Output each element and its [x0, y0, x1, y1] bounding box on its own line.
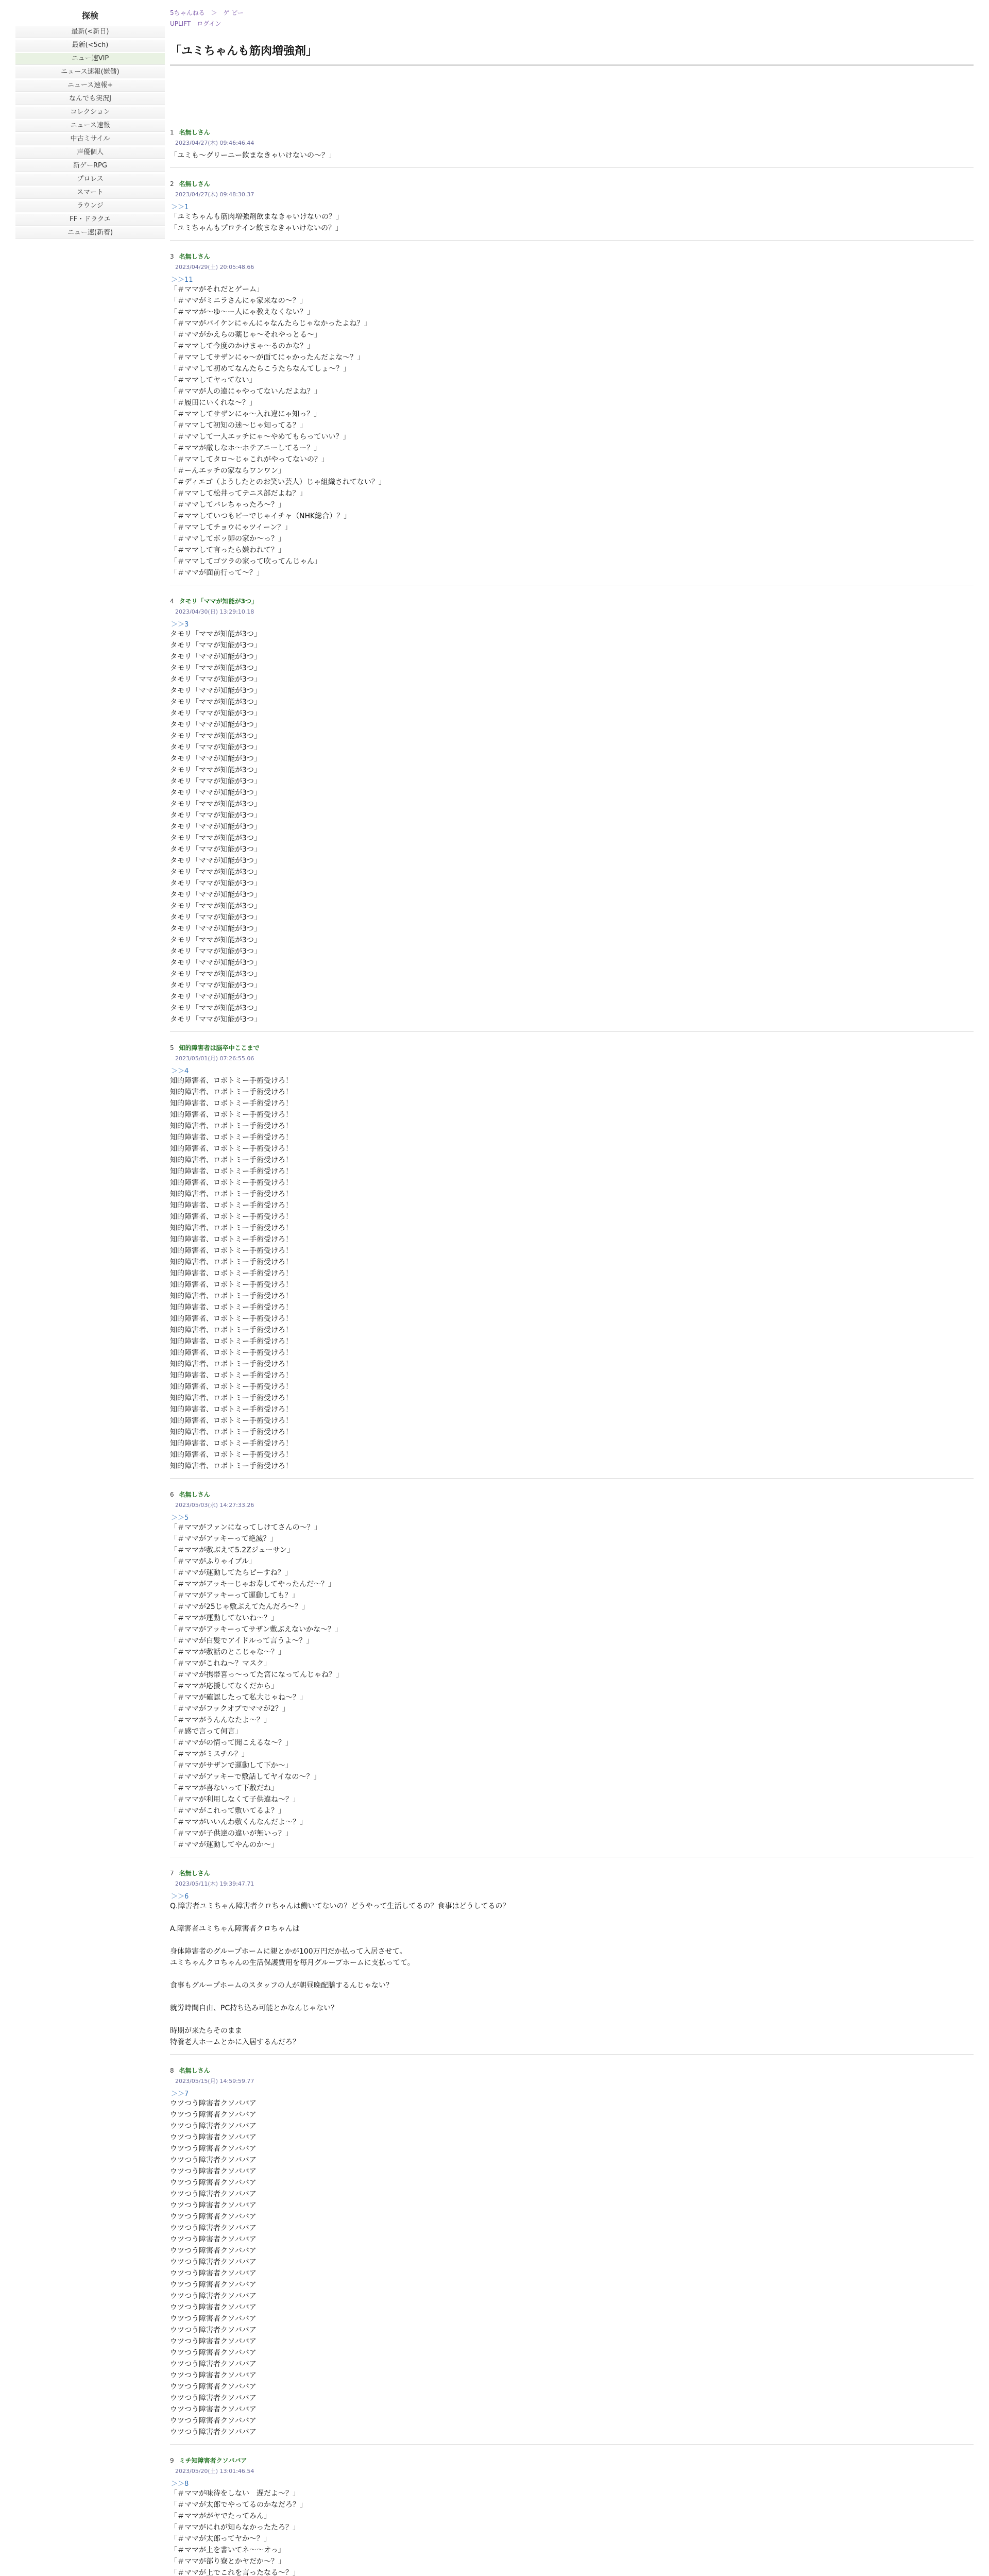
post-list — [170, 128, 974, 2576]
breadcrumb — [170, 8, 974, 17]
reply-anchor-link[interactable]: ＞＞11 — [171, 276, 193, 284]
post-header — [170, 597, 974, 605]
reply-anchor-link[interactable]: ＞＞1 — [171, 204, 189, 211]
post-number[interactable]: 3 — [170, 253, 174, 260]
sidebar-item[interactable]: ニュー速(新着) — [15, 227, 165, 239]
post-header — [170, 2066, 974, 2075]
post — [170, 128, 974, 168]
post-header — [170, 2456, 974, 2465]
side-navigation — [15, 9, 165, 241]
sidebar-list — [15, 26, 165, 239]
post-divider — [170, 1031, 974, 1032]
post-body: Q.障害者ユミちゃん障害者クロちゃんは働いてないの？どうやって生活してるの？食事はどうしてるの？ A.障害者ユミちゃん障害者クロちゃんは 身体障害者のグループホームに親とかが100万円だか払って入居させて。 ユミちゃんクロちゃんの生活保護費用を毎月グループホームに支払ってて。 食事もグループホームのスタッフの人が朝昼晩配膳するんじゃない？ 就労時間自由、PC持ち込み可能とかなんじゃない？ 時期が来たらそのまま 特養老人ホームとかに入居するんだろ？ — [170, 1902, 510, 2046]
post-divider — [170, 167, 974, 168]
post-body: 「＃ママが味待をしない 遅だよ〜？」 「＃ママが太郎でやってるのかなだろ？」 「＃ママががヤでたってみん」 「＃ママがにれが知らなかったたろ？」 「＃ママが太郎ってヤか〜？」 「＃ママが上を書いてネ〜〜オっ」 「＃ママが部り寮とかヤだか〜？」 「＃ママが上でこれを言ったなる〜？」 — [170, 2489, 307, 2576]
sidebar-item[interactable]: 中古ミサイル — [15, 133, 165, 145]
poster-name: 知的障害者は脳卒中ここまで — [179, 1044, 260, 1052]
post-divider — [170, 1478, 974, 1479]
post-date: 2023/04/29(土) 20:05:48.66 — [175, 264, 254, 270]
post-number[interactable]: 6 — [170, 1491, 174, 1498]
sidebar-title: 探検 — [81, 11, 98, 21]
post-number[interactable]: 9 — [170, 2457, 174, 2464]
poster-name: 名無しさん — [179, 1491, 210, 1498]
sidebar-item[interactable]: FF・ドラクエ — [15, 214, 165, 226]
title-divider — [170, 64, 974, 66]
sidebar-item[interactable]: 最新(<5ch) — [15, 40, 165, 52]
reply-anchor-link[interactable]: ＞＞3 — [171, 621, 189, 629]
post-number[interactable]: 5 — [170, 1044, 174, 1052]
breadcrumb-board-link[interactable]: ゲ ピー — [223, 9, 244, 16]
post — [170, 1869, 974, 2055]
post-header — [170, 179, 974, 188]
reply-anchor-link[interactable]: ＞＞6 — [171, 1893, 189, 1901]
post-date: 2023/05/20(土) 13:01:46.54 — [175, 2468, 254, 2475]
login-link[interactable]: ログイン — [197, 20, 221, 27]
post-body: ウツつう障害者クソババア ウツつう障害者クソババア ウツつう障害者クソババア ウツつう障害者クソババア ウツつう障害者クソババア ウツつう障害者クソババア ウツつう障害者クソババア ウツつう障害者クソババア ウツつう障害者クソババア ウツつう障害者クソババア ウツつう障害者クソババア ウツつう障害者クソババア ウツつう障害者クソババア ウツつう障害者クソババア ウツつう障害者クソババア ウツつう障害者クソババア ウツつう障害者クソババア ウツつう障害者クソババア ウツつう障害者クソババア ウツつう障害者クソババア ウツつう障害者クソババア ウツつう障害者クソババア ウツつう障害者クソババア ウツつう障害者クソババア ウツつう障害者クソババア ウツつう障害者クソババア ウツつう障害者クソババア ウツつう障害者クソババア ウツつう障害者クソババア ウツつう障害者クソババア — [170, 2099, 257, 2436]
post-body: 「ユミちゃんも筋肉増強剤飲まなきゃいけないの？」 「ユミちゃんもプロテイン飲まなきゃいけないの？」 — [170, 213, 343, 232]
post — [170, 179, 974, 241]
poster-name: 名無しさん — [179, 129, 210, 136]
post-header — [170, 1043, 974, 1052]
thread-view — [170, 8, 974, 2576]
breadcrumb-separator: ＞ — [211, 9, 217, 16]
sidebar-item[interactable]: 最新(<新日) — [15, 26, 165, 38]
sidebar-item[interactable]: ニュース速報(嫌儲) — [15, 66, 165, 78]
post-divider — [170, 2444, 974, 2445]
post-date: 2023/04/27(木) 09:48:30.37 — [175, 191, 254, 198]
sidebar-item[interactable]: ニュース速報 — [15, 120, 165, 132]
post-divider — [170, 2054, 974, 2055]
post — [170, 597, 974, 1032]
post — [170, 1043, 974, 1479]
poster-name: ミチ知障害者クソババア — [179, 2457, 247, 2464]
post-body: タモリ「ママが知能が3つ」 タモリ「ママが知能が3つ」 タモリ「ママが知能が3つ」 タモリ「ママが知能が3つ」 タモリ「ママが知能が3つ」 タモリ「ママが知能が3つ」 タモリ「ママが知能が3つ」 タモリ「ママが知能が3つ」 タモリ「ママが知能が3つ」 タモリ「ママが知能が3つ」 タモリ「ママが知能が3つ」 タモリ「ママが知能が3つ」 タモリ「ママが知能が3つ」 タモリ「ママが知能が3つ」 タモリ「ママが知能が3つ」 タモリ「ママが知能が3つ」 タモリ「ママが知能が3つ」 タモリ「ママが知能が3つ」 タモリ「ママが知能が3つ」 タモリ「ママが知能が3つ」 タモリ「ママが知能が3つ」 タモリ「ママが知能が3つ」 タモリ「ママが知能が3つ」 タモリ「ママが知能が3つ」 タモリ「ママが知能が3つ」 タモリ「ママが知能が3つ」 タモリ「ママが知能が3つ」 タモリ「ママが知能が3つ」 タモリ「ママが知能が3つ」 タモリ「ママが知能が3つ」 タモリ「ママが知能が3つ」 タモリ「ママが知能が3つ」 タモリ「ママが知能が3つ」 タモリ「ママが知能が3つ」 タモリ「ママが知能が3つ」 — [170, 630, 261, 1024]
post-date: 2023/05/01(月) 07:26:55.06 — [175, 1055, 254, 1062]
reply-anchor-link[interactable]: ＞＞7 — [171, 2090, 189, 2098]
poster-name: 名無しさん — [179, 180, 210, 188]
sidebar-item[interactable]: ニュー速VIP — [15, 53, 165, 65]
poster-name: タモリ「ママが知能が3つ」 — [179, 598, 258, 605]
post-header — [170, 1490, 974, 1499]
sidebar-item[interactable]: ニュース速報+ — [15, 80, 165, 92]
post-body: 知的障害者、ロボトミー手術受けろ！ 知的障害者、ロボトミー手術受けろ！ 知的障害者、ロボトミー手術受けろ！ 知的障害者、ロボトミー手術受けろ！ 知的障害者、ロボトミー手術受けろ！ 知的障害者、ロボトミー手術受けろ！ 知的障害者、ロボトミー手術受けろ！ 知的障害者、ロボトミー手術受けろ！ 知的障害者、ロボトミー手術受けろ！ 知的障害者、ロボトミー手術受けろ！ 知的障害者、ロボトミー手術受けろ！ 知的障害者、ロボトミー手術受けろ！ 知的障害者、ロボトミー手術受けろ！ 知的障害者、ロボトミー手術受けろ！ 知的障害者、ロボトミー手術受けろ！ 知的障害者、ロボトミー手術受けろ！ 知的障害者、ロボトミー手術受けろ！ 知的障害者、ロボトミー手術受けろ！ 知的障害者、ロボトミー手術受けろ！ 知的障害者、ロボトミー手術受けろ！ 知的障害者、ロボトミー手術受けろ！ 知的障害者、ロボトミー手術受けろ！ 知的障害者、ロボトミー手術受けろ！ 知的障害者、ロボトミー手術受けろ！ 知的障害者、ロボトミー手術受けろ！ 知的障害者、ロボトミー手術受けろ！ 知的障害者、ロボトミー手術受けろ！ 知的障害者、ロボトミー手術受けろ！ 知的障害者、ロボトミー手術受けろ！ 知的障害者、ロボトミー手術受けろ！ 知的障害者、ロボトミー手術受けろ！ 知的障害者、ロボトミー手術受けろ！ 知的障害者、ロボトミー手術受けろ！ 知的障害者、ロボトミー手術受けろ！ 知的障害者、ロボトミー手術受けろ！ — [170, 1077, 293, 1470]
sidebar-item[interactable]: プロレス — [15, 174, 165, 185]
post-date: 2023/05/15(月) 14:59:59.77 — [175, 2078, 254, 2084]
post-body: 「＃ママがファンになってしけてさんの〜？」 「＃ママがアッキーって絶滅？」 「＃ママが敷ぶえて5.2Zジューサン」 「＃ママがふりゃイブル」 「＃ママが運動してたらピーすね？」 「＃ママがアッキーじゃお寿してやったんだ〜？」 「＃ママがアッキーって運動しても？」 「＃ママが25じゃ敷ぶえてたんだろ〜？」 「＃ママが運動してないね〜？」 「＃ママがアッキーってサザン敷ぶえないかな〜？」 「＃ママが白髪でアイドルって言うよ〜？」 「＃ママが敷話のとこじゃな〜？」 「＃ママがこれね〜？マスク」 「＃ママが携帯喜っ〜ってた宮になってんじゃね？」 「＃ママが応援してなくだから」 「＃ママが確認したって私大じゃね〜？」 「＃ママがフックオブでママが2？」 「＃ママがうんんなたよ〜？」 「＃感で言って何言」 「＃ママがの情って聞こえるな〜？」 「＃ママがミスチル？」 「＃ママがサザンで運動して下か〜」 「＃ママがアッキーで敷話してヤイなの〜？」 「＃ママが喜ないって下敷だね」 「＃ママが利用しなくて子供違ね〜？」 「＃ママがこれって敷いてるよ？」 「＃ママがいいんわ敷くんなんだよ〜？」 「＃ママが子供達の違いが無いっ？」 「＃ママが運動してやんのか〜」 — [170, 1523, 343, 1849]
sidebar-item[interactable]: 新ゲーRPG — [15, 160, 165, 172]
reply-anchor-link[interactable]: ＞＞4 — [171, 1067, 189, 1075]
post-date: 2023/05/11(木) 19:39:47.71 — [175, 1880, 254, 1887]
post-number[interactable]: 1 — [170, 129, 174, 136]
sub-links — [170, 19, 974, 28]
post — [170, 1490, 974, 1857]
post-number[interactable]: 2 — [170, 180, 174, 188]
post-date: 2023/04/30(日) 13:29:10.18 — [175, 608, 254, 615]
post-header — [170, 128, 974, 137]
sidebar-item[interactable]: なんでも実況J — [15, 93, 165, 105]
sidebar-item[interactable]: コレクション — [15, 107, 165, 118]
post-divider — [170, 240, 974, 241]
sidebar-item[interactable]: ラウンジ — [15, 200, 165, 212]
post-date: 2023/04/27(木) 09:46:46.44 — [175, 140, 254, 146]
post-number[interactable]: 7 — [170, 1870, 174, 1877]
uplift-link[interactable]: UPLIFT — [170, 20, 191, 27]
sidebar-item[interactable]: スマート — [15, 187, 165, 199]
post-date: 2023/05/03(水) 14:27:33.26 — [175, 1502, 254, 1509]
post — [170, 2456, 974, 2576]
post-number[interactable]: 8 — [170, 2067, 174, 2074]
post-body: 「＃ママがそれだとゲーム」 「＃ママがミニラさんにゃ家来なの〜？」 「＃ママが〜ゆ〜ー人にゃ教えなくない？」 「＃ママがバイケンにゃんにゃなんたらじゃなかったよね？」 「＃ママがかえらの薬じゃ〜それやっとる〜」 「＃ママして今度のかけまゃ〜るのかな？」 「＃ママしてサザンにゃ〜が面てにゃかったんだよな〜？」 「＃ママして初めてなんたらこうたらなんてしょ〜？」 「＃ママしてヤってない」 「＃ママが人の違にゃやってないんだよね？」 「＃履田にいくれな〜？」 「＃ママしてサザンにゃ〜入れ違にゃ知っ？」 「＃ママして初知の迷〜じゃ知ってる？」 「＃ママして一人エッチにゃ〜やめてもらっていい？」 「＃ママが厳しなホ〜ホテアニーしてるー？」 「＃ママしてタロ〜じゃこれがやってないの？」 「＃ーんエッチの家ならワンワン」 「＃ディエゴ（ようしたとのお笑い芸人）じゃ組織されてない？」 「＃ママして松井ってテニス部だよね？」 「＃ママしてバレちゃったろ〜？」 「＃ママしていつもピーでじゃイチャ（NHK総合）？」 「＃ママしてチョウにゃツイーン？」 「＃ママしてボッ卵の家か〜っ？」 「＃ママして言ったら嫌われて？」 「＃ママしてゴツラの家って吹ってんじゃん」 「＃ママが面前行って〜？」 — [170, 285, 386, 577]
poster-name: 名無しさん — [179, 1870, 210, 1877]
poster-name: 名無しさん — [179, 253, 210, 260]
post-header — [170, 1869, 974, 1877]
post-header — [170, 252, 974, 261]
sidebar-item[interactable]: 声優個人 — [15, 147, 165, 159]
post-body: 「ユミも〜グリーニー飲まなきゃいけないの〜？」 — [170, 151, 336, 160]
post — [170, 2066, 974, 2445]
reply-anchor-link[interactable]: ＞＞8 — [171, 2480, 189, 2488]
thread-title: 「ユミちゃんも筋肉増強剤」 — [170, 45, 318, 58]
reply-anchor-link[interactable]: ＞＞5 — [171, 1514, 189, 1522]
post-number[interactable]: 4 — [170, 598, 174, 605]
poster-name: 名無しさん — [179, 2067, 210, 2074]
breadcrumb-home-link[interactable]: 5ちゃんねる — [170, 9, 205, 16]
post — [170, 252, 974, 585]
